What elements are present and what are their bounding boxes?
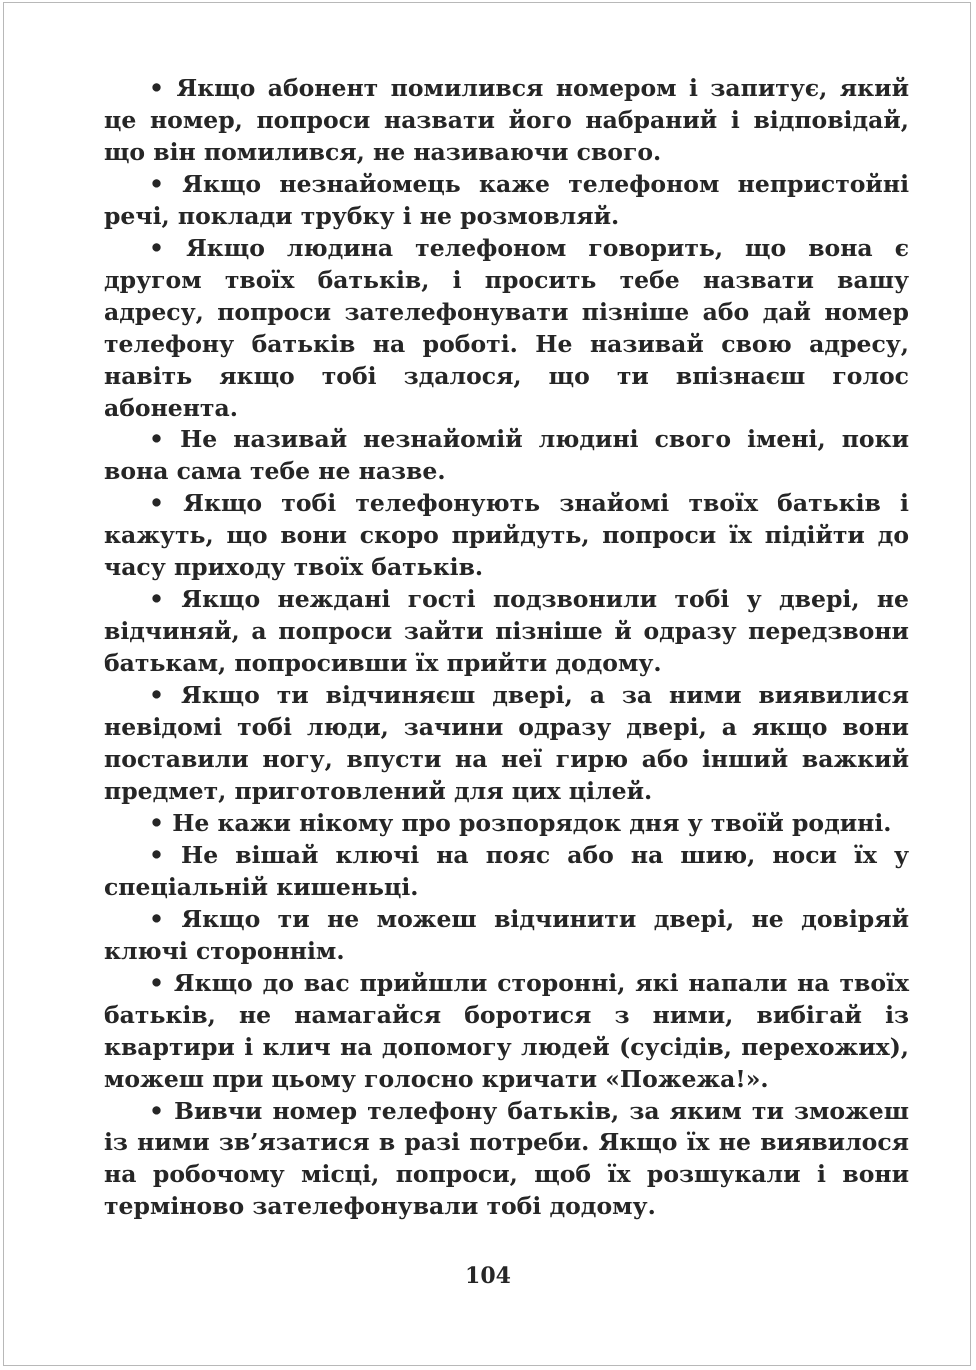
paragraph: • Не кажи нікому про розпорядок дня у твоїй родині.	[149, 808, 892, 837]
paragraph: • Якщо людина телефоном говорить, що вона є другом твоїх батьків, і просить тебе назвати вашу адресу, попроси зателефонувати пізніше або дай номер телефону батьків на роботі. Не називай свою адресу, навіть якщо тобі здалося, що ти впізнаєш голос абонента.	[104, 233, 909, 422]
paragraph: • Якщо абонент помилився номером і запитує, який це номер, попроси назвати його набраний і відповідай, що він помилився, не називаючи свого.	[104, 74, 909, 166]
paragraph: • Якщо неждані гості подзвонили тобі у двері, не відчиняй, а попроси зайти пізніше й одразу передзвони батькам, попросивши їх прийти додому.	[104, 585, 909, 678]
book-page	[3, 2, 971, 1366]
page-number: 104	[465, 1263, 511, 1289]
paragraph: • Не вішай ключі на пояс або на шию, носи їх у спеціальній кишеньці.	[104, 840, 909, 901]
paragraph: • Якщо тобі телефонують знайомі твоїх батьків і кажуть, що вони скоро прийдуть, попроси їх підійти до часу приходу твоїх батьків.	[104, 489, 909, 582]
paragraph: • Вивчи номер телефону батьків, за яким ти зможеш із ними зв’язатися в разі потреби. Якщо їх не виявилося на робочому місці, попроси, щоб їх розшукали і вони терміново зателефонували тобі додому.	[104, 1096, 909, 1221]
paragraph: • Якщо незнайомець каже телефоном непристойні речі, поклади трубку і не розмовляй.	[104, 169, 909, 230]
paragraph: • Якщо ти не можеш відчинити двері, не довіряй ключі стороннім.	[104, 904, 909, 965]
paragraph: • Не називай незнайомій людині свого імені, поки вона сама тебе не назве.	[104, 425, 909, 486]
paragraph: • Якщо до вас прийшли сторонні, які напали на твоїх батьків, не намагайся боротися з ними, вибігай із квартири і клич на допомогу людей (сусідів, перехожих), можеш при цьому голосно кричати «Пожежа!».	[104, 968, 909, 1093]
page-body	[104, 73, 909, 1223]
paragraph: • Якщо ти відчиняєш двері, а за ними виявилися невідомі тобі люди, зачини одразу двері, а якщо вони поставили ногу, впусти на неї гирю або інший важкий предмет, приготовлений для цих цілей.	[104, 681, 909, 805]
